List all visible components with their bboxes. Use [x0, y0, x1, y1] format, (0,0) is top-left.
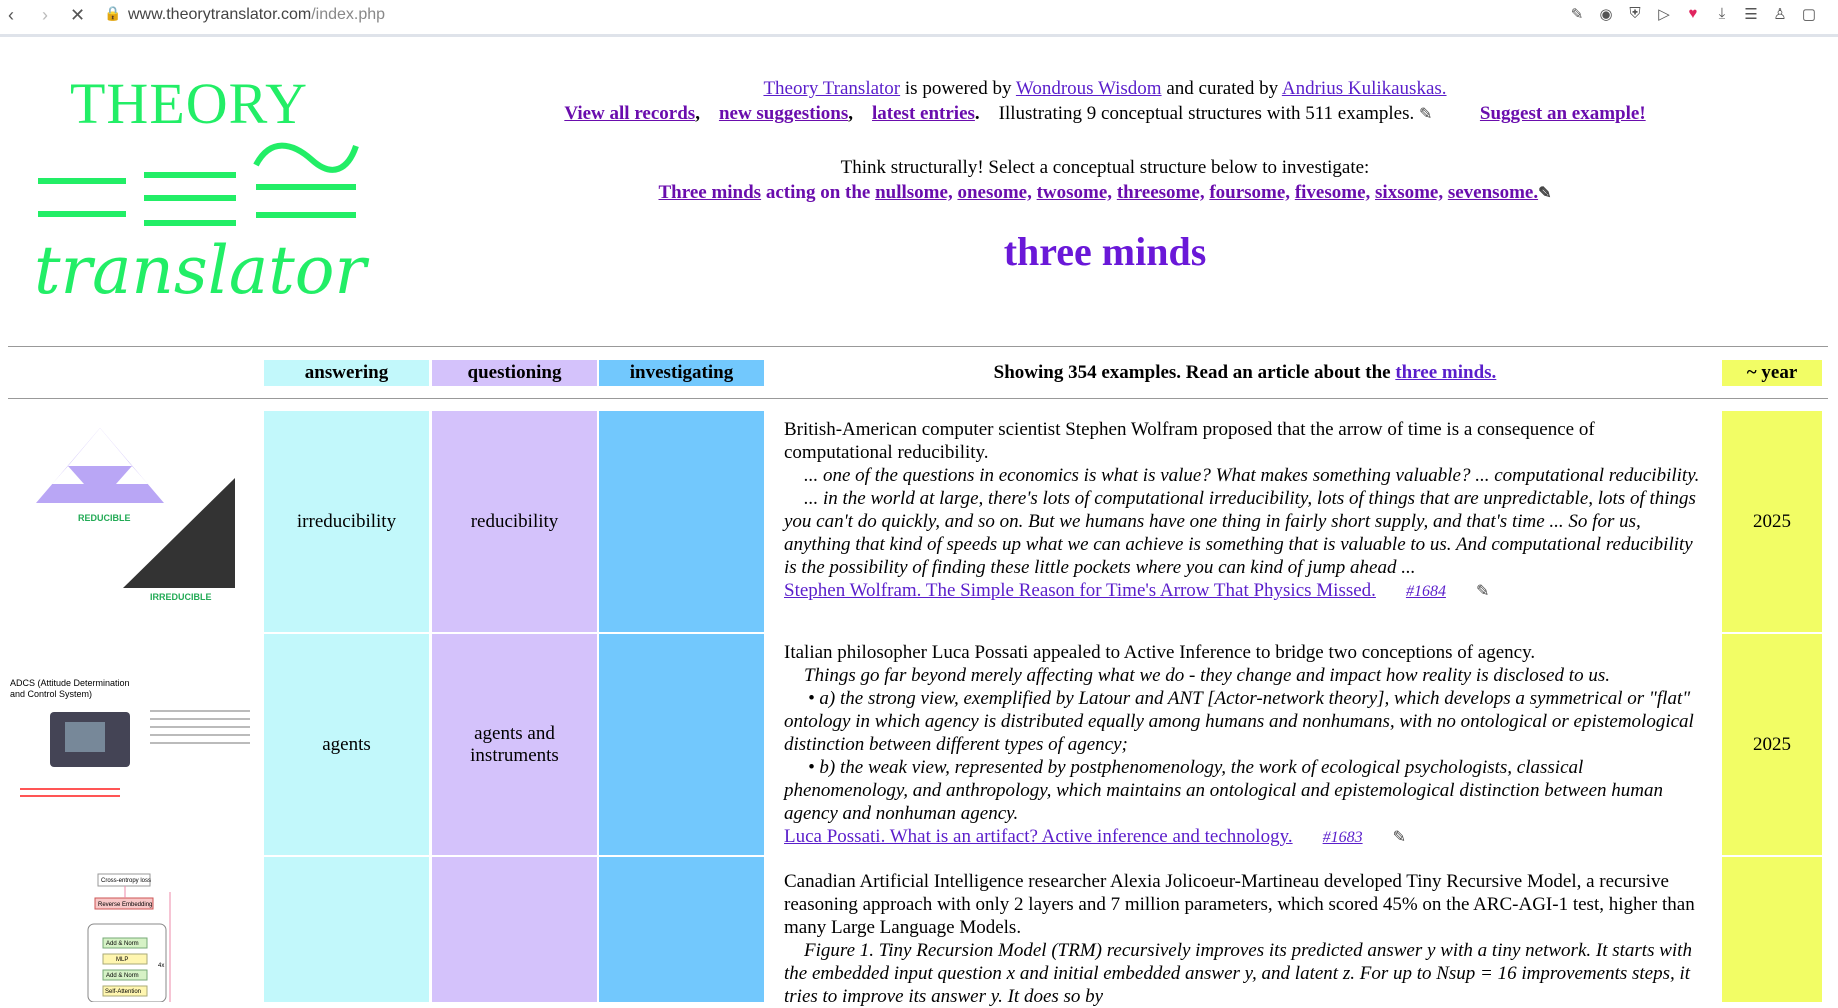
menu-icon[interactable]: ☰ [1744, 6, 1758, 23]
powered-by-line [500, 78, 1710, 100]
extension-icon[interactable]: ▢ [1801, 6, 1817, 23]
example-quote: ... in the world at large, there's lots of computational irreducibility, lots of things that are unpredictable, lots of things you can't do quickly, and so on. But we humans have one thing in fairly short supply, and that's time ... So for us, anything that kind of speeds up what we can achieve is something that is valuable to us. And computational reducibility is the possibility of finding these little pockets where you can kind of jump ahead ... [784, 488, 1696, 578]
adcs-label: ADCS (Attitude Determination and Control System) [10, 678, 130, 699]
example-intro: British-American computer scientist Stephen Wolfram proposed that the arrow of time is a consequence of computational reducibility. [784, 419, 1595, 463]
screenshot-icon[interactable]: ◉ [1599, 6, 1613, 23]
profile-icon[interactable]: ♙ [1773, 6, 1787, 23]
divider [8, 346, 1828, 347]
record-id-link[interactable]: #1684 [1405, 583, 1446, 600]
url-path: /index.php [311, 6, 386, 23]
example-quote: Figure 1. Tiny Recursion Model (TRM) recursively improves its predicted answer y with a tiny network. It starts with the embedded input question x and initial embedded answer y, and latent z. For up to Nsup = 16 improvements steps, it tries to improve its answer y. It does so by [784, 940, 1692, 1007]
url-domain: www.theorytranslator.com [128, 6, 312, 23]
thumbnail-image[interactable] [10, 428, 260, 608]
three-minds-link[interactable]: Three minds [658, 182, 762, 203]
diagram-label: Reverse Embedding [98, 902, 153, 908]
think-structurally-text: Think structurally! Select a conceptual structure below to investigate: [840, 157, 1370, 178]
thumbnail-image[interactable] [10, 872, 260, 1002]
nullsome-link[interactable]: nullsome, [875, 182, 953, 203]
row-questioning-cell [432, 857, 597, 1002]
diagram-label: Self-Attention [105, 989, 142, 995]
forward-icon[interactable]: › [42, 5, 48, 25]
view-all-records-link[interactable]: View all records [564, 103, 696, 124]
theory-translator-logo[interactable] [30, 60, 370, 320]
acting-on-text: acting on the [765, 182, 871, 203]
stop-icon[interactable]: ✕ [70, 5, 86, 25]
showing-examples [780, 360, 1710, 386]
address-bar[interactable] [128, 6, 385, 24]
row-investigating-cell [599, 857, 764, 1002]
row-answering-cell: irreducibility [264, 411, 429, 632]
example-content [784, 641, 1704, 849]
row-investigating-cell [599, 411, 764, 632]
suggest-example-link[interactable]: Suggest an example! [1479, 103, 1646, 124]
latest-entries-link[interactable]: latest entries [872, 103, 975, 124]
play-icon[interactable]: ▷ [1658, 6, 1670, 23]
example-quote: ... one of the questions in economics is what is value? What makes something valuable? ... computational reducibility. [804, 465, 1700, 486]
example-intro: Italian philosopher Luca Possati appealed to Active Inference to bridge two conceptions of agency. [784, 642, 1536, 663]
illustrating-text: Illustrating 9 conceptual structures with 511 examples. [998, 103, 1415, 124]
record-id-link[interactable]: #1683 [1322, 829, 1363, 846]
theory-translator-link[interactable]: Theory Translator [763, 78, 901, 99]
reducible-label: REDUCIBLE [78, 513, 131, 523]
trm-diagram-image [10, 872, 260, 1002]
edit-icon[interactable]: ✎ [1392, 829, 1406, 846]
showing-text: Showing 354 examples. Read an article about the [993, 362, 1391, 383]
back-icon[interactable]: ‹ [8, 5, 14, 25]
example-quote: Things go far beyond merely affecting what we do - they change and impact how reality is disclosed to us. [804, 665, 1610, 686]
shield-icon[interactable]: ⛨ [1629, 5, 1641, 22]
threesome-link[interactable]: threesome, [1116, 182, 1205, 203]
example-quote: • a) the strong view, exemplified by Latour and ANT [Actor-network theory], which develops a symmetrical or "flat" ontology in which agency is distributed equally among humans and nonhumans, with no ontological or epistemological distinction between different types of agency; [784, 688, 1694, 755]
andrius-link[interactable]: Andrius Kulikauskas. [1281, 78, 1447, 99]
heart-icon[interactable]: ♥ [1688, 5, 1698, 22]
curated-by-text: and curated by [1166, 78, 1279, 99]
fivesome-link[interactable]: fivesome, [1294, 182, 1371, 203]
structures-line [500, 182, 1710, 204]
edit-icon[interactable]: ✎ [1419, 106, 1433, 123]
diagram-label: Add & Norm [106, 973, 139, 979]
example-quote: • b) the weak view, represented by postphenomenology, the work of ecological psychologists, classical phenomenology, and anthropology, which maintains an ontological and epistemological distinction between human agency and nonhuman agency. [784, 757, 1664, 824]
row-year-cell: 2025 [1722, 634, 1822, 855]
wondrous-wisdom-link[interactable]: Wondrous Wisdom [1015, 78, 1162, 99]
irreducible-label: IRREDUCIBLE [150, 592, 212, 602]
column-year: ~ year [1722, 360, 1822, 386]
row-year-cell [1722, 857, 1822, 1002]
twosome-link[interactable]: twosome, [1036, 182, 1113, 203]
sevensome-link[interactable]: sevensome. [1447, 182, 1539, 203]
diagram-label: Cross-entropy loss [101, 878, 152, 884]
foursome-link[interactable]: foursome, [1209, 182, 1291, 203]
logo-translator-text: translator [34, 232, 367, 309]
row-questioning-cell: agents and instruments [432, 634, 597, 855]
source-link[interactable]: Luca Possati. What is an artifact? Active inference and technology. [784, 826, 1293, 847]
new-suggestions-link[interactable]: new suggestions [718, 103, 849, 124]
divider [8, 398, 1828, 399]
example-content [784, 418, 1704, 603]
diagram-label: Add & Norm [106, 941, 139, 947]
powered-by-text: is powered by [904, 78, 1012, 99]
edit-icon[interactable]: ✎ [1538, 185, 1552, 202]
edit-page-icon[interactable]: ✎ [1570, 6, 1584, 23]
sixsome-link[interactable]: sixsome, [1375, 182, 1444, 203]
lock-icon[interactable]: 🔒 [104, 5, 122, 21]
row-investigating-cell [599, 634, 764, 855]
download-icon[interactable]: ⤓ [1718, 5, 1726, 22]
row-answering-cell: agents [264, 634, 429, 855]
row-answering-cell [264, 857, 429, 1002]
browser-toolbar [0, 0, 1838, 37]
row-year-cell: 2025 [1722, 411, 1822, 632]
edit-icon[interactable]: ✎ [1475, 583, 1490, 600]
reducible-irreducible-image [10, 428, 260, 608]
records-line: View all records, new suggestions, latest entries. Illustrating 9 conceptual structures with 511 examples. ✎ Suggest an example! [564, 103, 1646, 124]
page-title: three minds [1003, 229, 1207, 274]
row-questioning-cell: reducibility [432, 411, 597, 632]
example-content [784, 870, 1704, 1008]
onesome-link[interactable]: onesome, [957, 182, 1032, 203]
column-investigating: investigating [599, 360, 764, 386]
three-minds-article-link[interactable]: three minds. [1395, 362, 1497, 383]
example-intro: Canadian Artificial Intelligence researcher Alexia Jolicoeur-Martineau developed Tiny Recursive Model, a recursive reasoning approach with only 2 layers and 7 million parameters, which scored 45% on the ARC-AGI-1 test, higher than many Large Language Models. [784, 871, 1695, 938]
adcs-device-image [10, 700, 260, 810]
source-link[interactable]: Stephen Wolfram. The Simple Reason for Time's Arrow That Physics Missed. [784, 580, 1376, 601]
column-answering: answering [264, 360, 429, 386]
diagram-label: MLP [116, 957, 129, 963]
column-questioning: questioning [432, 360, 597, 386]
thumbnail-image[interactable] [10, 678, 260, 818]
logo-theory-text: THEORY [70, 71, 308, 136]
diagram-label: 4x [158, 963, 165, 969]
